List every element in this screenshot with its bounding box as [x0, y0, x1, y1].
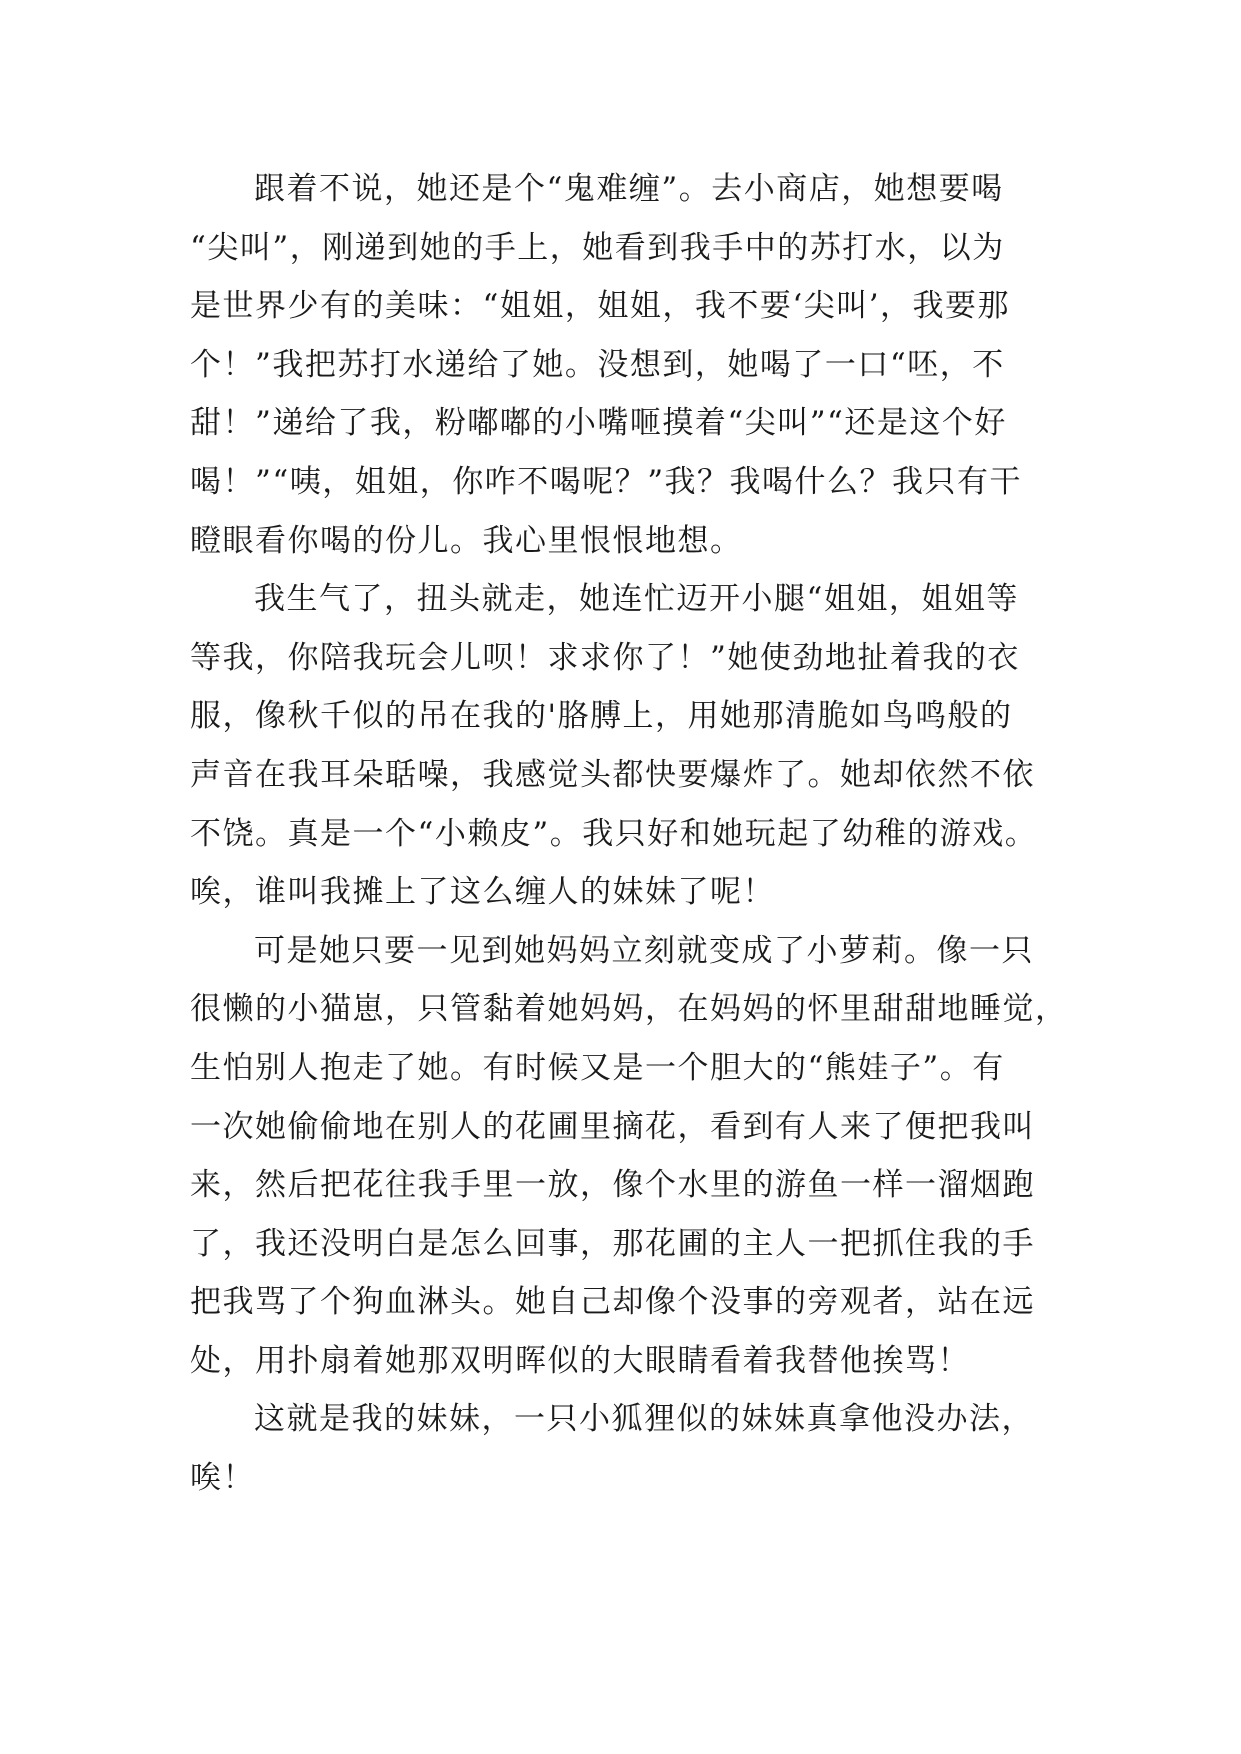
text-line: 声音在我耳朵聒噪，我感觉头都快要爆炸了。她却依然不依 — [190, 756, 1035, 793]
text-line: 个！”我把苏打水递给了她。没想到，她喝了一口“呸，不 — [190, 346, 1005, 383]
text-line: 一次她偷偷地在别人的花圃里摘花，看到有人来了便把我叫 — [190, 1108, 1035, 1145]
text-line: 喝！”“咦，姐姐，你咋不喝呢？”我？我喝什么？我只有干 — [190, 463, 1023, 500]
text-line: 等我，你陪我玩会儿呗！求求你了！”她使劲地扯着我的衣 — [190, 639, 1020, 676]
text-line: 唉，谁叫我摊上了这么缠人的妹妹了呢！ — [190, 874, 775, 911]
text-line: 甜！”递给了我，粉嘟嘟的小嘴咂摸着“尖叫”“还是这个好 — [190, 405, 1007, 442]
essay-body — [190, 160, 1070, 1508]
text-line: “尖叫”，刚递到她的手上，她看到我手中的苏打水，以为 — [190, 229, 1005, 266]
text-line: 很懒的小猫崽，只管黏着她妈妈，在妈妈的怀里甜甜地睡觉， — [190, 991, 1068, 1028]
text-line: 这就是我的妹妹，一只小狐狸似的妹妹真拿他没办法， — [254, 1401, 1034, 1438]
text-line: 处，用扑扇着她那双明晖似的大眼睛看着我替他挨骂！ — [190, 1342, 970, 1379]
text-line: 生怕别人抱走了她。有时候又是一个胆大的“熊娃子”。有 — [190, 1049, 1005, 1086]
text-line: 来，然后把花往我手里一放，像个水里的游鱼一样一溜烟跑 — [190, 1167, 1035, 1204]
text-line: 是世界少有的美味：“姐姐，姐姐，我不要‘尖叫’，我要那 — [190, 288, 1011, 325]
text-line: 服，像秋千似的吊在我的'胳膊上，用她那清脆如鸟鸣般的 — [190, 698, 1013, 735]
text-line: 不饶。真是一个“小赖皮”。我只好和她玩起了幼稚的游戏。 — [190, 815, 1038, 852]
text-line: 唉！ — [190, 1460, 255, 1497]
text-line: 跟着不说，她还是个“鬼难缠”。去小商店，她想要喝 — [254, 171, 1004, 207]
text-line: 把我骂了个狗血淋头。她自己却像个没事的旁观者，站在远 — [190, 1284, 1035, 1321]
text-line: 了，我还没明白是怎么回事，那花圃的主人一把抓住我的手 — [190, 1225, 1035, 1262]
text-line: 我生气了，扭头就走，她连忙迈开小腿“姐姐，姐姐等 — [254, 581, 1019, 618]
text-line: 可是她只要一见到她妈妈立刻就变成了小萝莉。像一只 — [254, 932, 1034, 969]
text-line: 瞪眼看你喝的份儿。我心里恨恨地想。 — [190, 522, 743, 559]
